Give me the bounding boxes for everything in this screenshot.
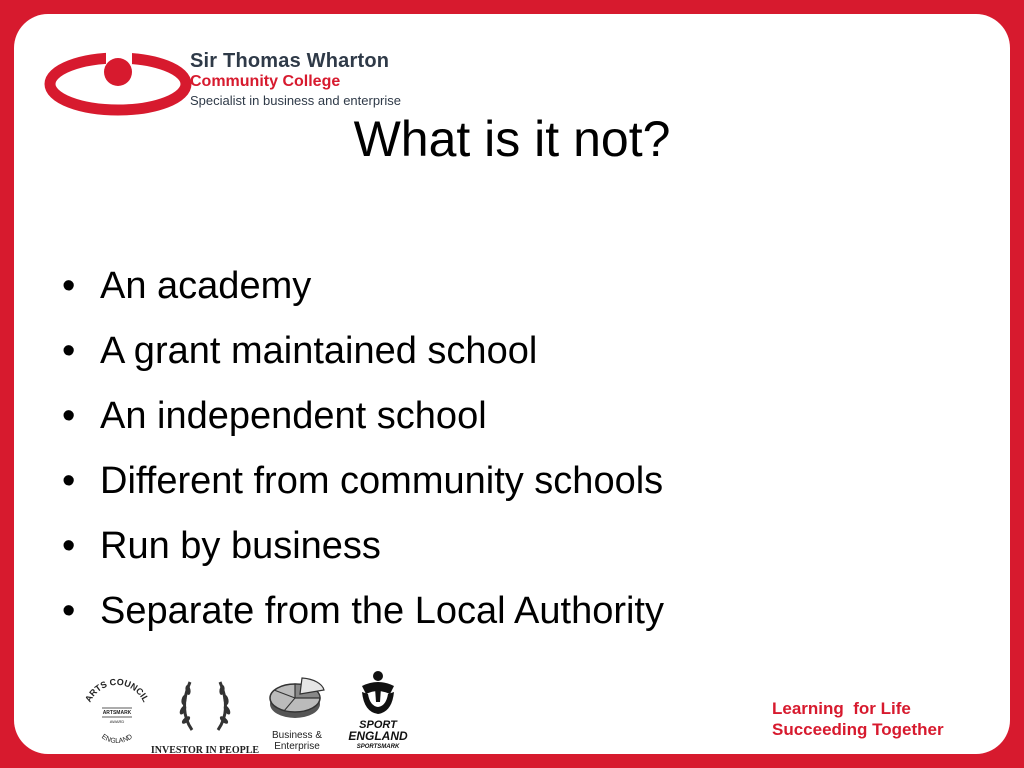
bullet-item: • An independent school bbox=[60, 384, 664, 449]
college-tagline: Specialist in business and enterprise bbox=[190, 93, 402, 108]
motto-line-1: Learning for Life bbox=[772, 699, 911, 718]
college-name: Sir Thomas Wharton bbox=[190, 50, 390, 72]
bullet-item: • An academy bbox=[60, 254, 664, 319]
motto-line-2: Succeeding Together bbox=[772, 720, 944, 739]
bullet-list bbox=[60, 254, 664, 644]
bullet-item: • Run by business bbox=[60, 514, 664, 579]
sport-england-badge bbox=[338, 668, 418, 758]
award-text: AWARD bbox=[109, 719, 125, 724]
investor-in-people-badge bbox=[140, 670, 270, 756]
college-motto bbox=[772, 698, 944, 740]
business-enterprise-badge bbox=[262, 668, 332, 758]
bullet-item: • Different from community schools bbox=[60, 449, 664, 514]
business-line-1: Business & bbox=[271, 730, 323, 741]
sport-figure-icon bbox=[338, 668, 418, 720]
slide bbox=[14, 14, 1010, 754]
artsmark-text: ARTSMARK bbox=[102, 710, 132, 716]
bullet-item: • A grant maintained school bbox=[60, 319, 664, 384]
laurel-wreath-icon bbox=[140, 670, 270, 740]
pie-logo-icon bbox=[262, 668, 332, 728]
business-enterprise-text bbox=[262, 730, 332, 752]
college-subtitle: Community College bbox=[190, 73, 341, 90]
slide-title: What is it not? bbox=[353, 111, 671, 167]
sport-line-3: SPORTSMARK bbox=[356, 744, 400, 750]
sport-england-text bbox=[338, 720, 418, 753]
sport-line-1: SPORT bbox=[359, 719, 397, 731]
investor-in-people-text: INVESTOR IN PEOPLE bbox=[150, 745, 260, 756]
business-line-2: Enterprise bbox=[274, 741, 320, 752]
college-branding bbox=[190, 50, 401, 110]
bullet-item: • Separate from the Local Authority bbox=[60, 579, 664, 644]
sport-line-2: ENGLAND bbox=[348, 729, 408, 743]
arts-council-text: ARTS COUNCIL bbox=[83, 676, 151, 704]
england-text: ENGLAND bbox=[100, 733, 134, 746]
svg-text:ENGLAND bbox=[100, 733, 134, 745]
